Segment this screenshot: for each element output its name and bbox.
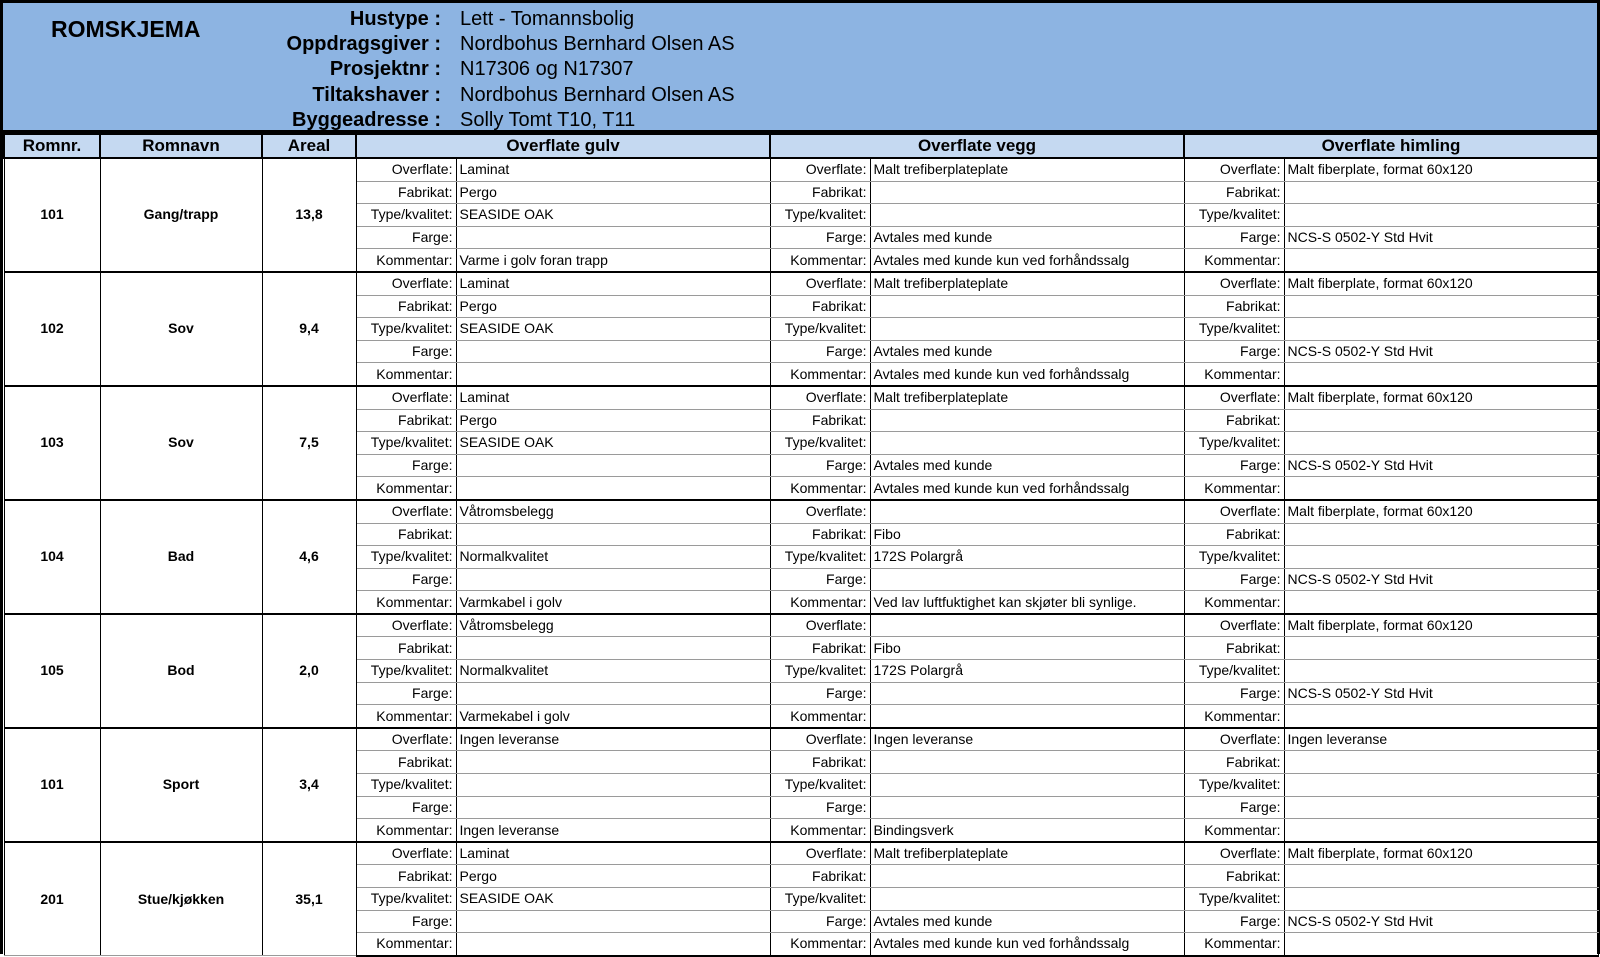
ceiling-field-label: Fabrikat: (1184, 865, 1284, 888)
floor-field-label: Farge: (356, 454, 456, 477)
floor-field-label: Overflate: (356, 842, 456, 865)
wall-field-value: Ingen leveranse (870, 728, 1184, 751)
ceiling-field-label: Fabrikat: (1184, 295, 1284, 318)
room-name: Bad (100, 500, 262, 614)
info-row-oppdragsgiver (3, 31, 903, 57)
ceiling-field-value (1284, 432, 1598, 455)
floor-field-value: SEASIDE OAK (456, 318, 770, 341)
room-name: Sov (100, 272, 262, 386)
wall-field-value: 172S Polargrå (870, 546, 1184, 569)
wall-field-label: Farge: (770, 796, 870, 819)
floor-field-value: Våtromsbelegg (456, 500, 770, 523)
room-name: Stue/kjøkken (100, 842, 262, 956)
wall-field-value: Avtales med kunde kun ved forhåndssalg (870, 933, 1184, 956)
floor-field-value (456, 933, 770, 956)
room-rows (4, 158, 1598, 956)
info-value: Solly Tomt T10, T11 (460, 109, 636, 131)
wall-field-label: Kommentar: (770, 591, 870, 614)
wall-field-label: Fabrikat: (770, 181, 870, 204)
ceiling-field-label: Overflate: (1184, 386, 1284, 409)
floor-field-value (456, 568, 770, 591)
ceiling-field-value (1284, 660, 1598, 683)
floor-field-value: Våtromsbelegg (456, 614, 770, 637)
wall-field-value: Malt trefiberplateplate (870, 158, 1184, 181)
wall-field-value: Avtales med kunde (870, 910, 1184, 933)
wall-field-value (870, 432, 1184, 455)
wall-field-label: Fabrikat: (770, 637, 870, 660)
col-header-overflate-vegg: Overflate vegg (770, 134, 1184, 158)
table-header-row (4, 134, 1598, 158)
ceiling-field-label: Fabrikat: (1184, 751, 1284, 774)
wall-field-value: Avtales med kunde kun ved forhåndssalg (870, 249, 1184, 272)
info-label: Hustype : (349, 8, 441, 30)
table-row (4, 272, 1598, 295)
info-row-byggeadresse (3, 107, 903, 133)
wall-field-label: Kommentar: (770, 477, 870, 500)
room-area: 3,4 (262, 728, 356, 842)
floor-field-label: Kommentar: (356, 363, 456, 386)
room-area: 7,5 (262, 386, 356, 500)
floor-field-value: SEASIDE OAK (456, 432, 770, 455)
room-number: 101 (4, 728, 100, 842)
table-row (4, 158, 1598, 181)
wall-field-label: Overflate: (770, 500, 870, 523)
wall-field-value: Avtales med kunde (870, 226, 1184, 249)
ceiling-field-label: Kommentar: (1184, 705, 1284, 728)
ceiling-field-label: Type/kvalitet: (1184, 432, 1284, 455)
wall-field-label: Fabrikat: (770, 409, 870, 432)
floor-field-label: Kommentar: (356, 591, 456, 614)
wall-field-label: Type/kvalitet: (770, 660, 870, 683)
ceiling-field-label: Type/kvalitet: (1184, 546, 1284, 569)
ceiling-field-value: NCS-S 0502-Y Std Hvit (1284, 226, 1598, 249)
floor-field-label: Fabrikat: (356, 295, 456, 318)
ceiling-field-label: Farge: (1184, 796, 1284, 819)
floor-field-value (456, 523, 770, 546)
floor-field-label: Type/kvalitet: (356, 660, 456, 683)
floor-field-label: Overflate: (356, 386, 456, 409)
room-area: 2,0 (262, 614, 356, 728)
floor-field-label: Farge: (356, 568, 456, 591)
wall-field-label: Fabrikat: (770, 523, 870, 546)
wall-field-label: Kommentar: (770, 705, 870, 728)
floor-field-value: Pergo (456, 181, 770, 204)
wall-field-label: Type/kvalitet: (770, 432, 870, 455)
wall-field-label: Type/kvalitet: (770, 888, 870, 911)
room-number: 201 (4, 842, 100, 956)
ceiling-field-label: Kommentar: (1184, 591, 1284, 614)
floor-field-label: Type/kvalitet: (356, 888, 456, 911)
room-name: Bod (100, 614, 262, 728)
ceiling-field-label: Type/kvalitet: (1184, 888, 1284, 911)
wall-field-label: Farge: (770, 340, 870, 363)
ceiling-field-value (1284, 523, 1598, 546)
ceiling-field-label: Fabrikat: (1184, 523, 1284, 546)
floor-field-value: Laminat (456, 386, 770, 409)
ceiling-field-value (1284, 295, 1598, 318)
wall-field-value: Malt trefiberplateplate (870, 386, 1184, 409)
wall-field-value (870, 409, 1184, 432)
floor-field-value: Varmekabel i golv (456, 705, 770, 728)
ceiling-field-value: NCS-S 0502-Y Std Hvit (1284, 682, 1598, 705)
table-row (4, 842, 1598, 865)
floor-field-label: Overflate: (356, 728, 456, 751)
floor-field-label: Farge: (356, 910, 456, 933)
table-row (4, 386, 1598, 409)
col-header-romnavn: Romnavn (100, 134, 262, 158)
col-header-romnr: Romnr. (4, 134, 100, 158)
col-header-overflate-himling: Overflate himling (1184, 134, 1598, 158)
wall-field-label: Type/kvalitet: (770, 774, 870, 797)
floor-field-label: Fabrikat: (356, 409, 456, 432)
wall-field-label: Farge: (770, 568, 870, 591)
ceiling-field-label: Farge: (1184, 568, 1284, 591)
wall-field-label: Farge: (770, 910, 870, 933)
ceiling-field-label: Kommentar: (1184, 819, 1284, 842)
floor-field-label: Farge: (356, 226, 456, 249)
ceiling-field-value (1284, 318, 1598, 341)
floor-field-label: Kommentar: (356, 933, 456, 956)
info-row-prosjektnr (3, 56, 903, 82)
floor-field-value (456, 910, 770, 933)
room-number: 105 (4, 614, 100, 728)
floor-field-value: Varme i golv foran trapp (456, 249, 770, 272)
floor-field-label: Kommentar: (356, 249, 456, 272)
ceiling-field-label: Kommentar: (1184, 933, 1284, 956)
info-value: Nordbohus Bernhard Olsen AS (460, 84, 735, 106)
wall-field-value: Avtales med kunde (870, 340, 1184, 363)
floor-field-label: Type/kvalitet: (356, 432, 456, 455)
wall-field-value (870, 888, 1184, 911)
ceiling-field-label: Overflate: (1184, 728, 1284, 751)
floor-field-label: Fabrikat: (356, 637, 456, 660)
ceiling-field-label: Farge: (1184, 682, 1284, 705)
wall-field-label: Type/kvalitet: (770, 318, 870, 341)
floor-field-value: Normalkvalitet (456, 660, 770, 683)
floor-field-label: Type/kvalitet: (356, 318, 456, 341)
wall-field-value: Fibo (870, 637, 1184, 660)
ceiling-field-label: Farge: (1184, 454, 1284, 477)
ceiling-field-label: Kommentar: (1184, 249, 1284, 272)
floor-field-value: Laminat (456, 842, 770, 865)
wall-field-value (870, 865, 1184, 888)
wall-field-label: Overflate: (770, 842, 870, 865)
floor-field-value (456, 637, 770, 660)
floor-field-label: Farge: (356, 682, 456, 705)
ceiling-field-label: Overflate: (1184, 842, 1284, 865)
room-number: 104 (4, 500, 100, 614)
info-label: Byggeadresse : (292, 109, 441, 131)
ceiling-field-value (1284, 546, 1598, 569)
ceiling-field-label: Kommentar: (1184, 363, 1284, 386)
wall-field-value (870, 204, 1184, 227)
floor-field-value (456, 477, 770, 500)
room-area: 35,1 (262, 842, 356, 956)
wall-field-label: Type/kvalitet: (770, 546, 870, 569)
room-area: 9,4 (262, 272, 356, 386)
info-row-tiltakshaver (3, 82, 903, 108)
ceiling-field-label: Overflate: (1184, 614, 1284, 637)
floor-field-label: Type/kvalitet: (356, 774, 456, 797)
wall-field-label: Kommentar: (770, 363, 870, 386)
ceiling-field-value: Ingen leveranse (1284, 728, 1598, 751)
floor-field-value: Normalkvalitet (456, 546, 770, 569)
table-row (4, 614, 1598, 637)
ceiling-field-value (1284, 751, 1598, 774)
ceiling-field-label: Type/kvalitet: (1184, 204, 1284, 227)
ceiling-field-value (1284, 888, 1598, 911)
wall-field-value: Malt trefiberplateplate (870, 272, 1184, 295)
floor-field-label: Overflate: (356, 500, 456, 523)
wall-field-value (870, 318, 1184, 341)
ceiling-field-label: Farge: (1184, 910, 1284, 933)
floor-field-value: SEASIDE OAK (456, 888, 770, 911)
wall-field-label: Farge: (770, 682, 870, 705)
wall-field-label: Kommentar: (770, 819, 870, 842)
ceiling-field-value (1284, 933, 1598, 956)
info-value: Lett - Tomannsbolig (460, 8, 635, 30)
document-title: ROMSKJEMA (51, 16, 201, 42)
ceiling-field-value (1284, 477, 1598, 500)
ceiling-field-value (1284, 819, 1598, 842)
ceiling-field-label: Overflate: (1184, 500, 1284, 523)
floor-field-value (456, 454, 770, 477)
room-name: Sov (100, 386, 262, 500)
ceiling-field-value (1284, 865, 1598, 888)
wall-field-value: Fibo (870, 523, 1184, 546)
ceiling-field-value: NCS-S 0502-Y Std Hvit (1284, 910, 1598, 933)
floor-field-label: Fabrikat: (356, 751, 456, 774)
floor-field-label: Kommentar: (356, 477, 456, 500)
info-row-hustype (3, 6, 903, 32)
floor-field-value: Laminat (456, 272, 770, 295)
floor-field-value (456, 751, 770, 774)
wall-field-label: Overflate: (770, 614, 870, 637)
ceiling-field-label: Fabrikat: (1184, 637, 1284, 660)
table-row (4, 500, 1598, 523)
wall-field-label: Kommentar: (770, 933, 870, 956)
ceiling-field-label: Farge: (1184, 226, 1284, 249)
wall-field-value (870, 500, 1184, 523)
ceiling-field-value: Malt fiberplate, format 60x120 (1284, 158, 1598, 181)
ceiling-field-label: Type/kvalitet: (1184, 774, 1284, 797)
col-header-overflate-gulv: Overflate gulv (356, 134, 770, 158)
wall-field-value: Avtales med kunde (870, 454, 1184, 477)
wall-field-value: Avtales med kunde kun ved forhåndssalg (870, 363, 1184, 386)
floor-field-value: Ingen leveranse (456, 819, 770, 842)
wall-field-value (870, 705, 1184, 728)
ceiling-field-value (1284, 409, 1598, 432)
floor-field-value (456, 796, 770, 819)
header-block (3, 0, 1597, 133)
ceiling-field-label: Type/kvalitet: (1184, 660, 1284, 683)
ceiling-field-value: Malt fiberplate, format 60x120 (1284, 386, 1598, 409)
info-value: N17306 og N17307 (460, 58, 634, 80)
floor-field-value: SEASIDE OAK (456, 204, 770, 227)
ceiling-field-value: Malt fiberplate, format 60x120 (1284, 272, 1598, 295)
room-number: 103 (4, 386, 100, 500)
floor-field-label: Overflate: (356, 614, 456, 637)
info-label: Tiltakshaver : (312, 84, 441, 106)
ceiling-field-value (1284, 363, 1598, 386)
wall-field-label: Overflate: (770, 728, 870, 751)
ceiling-field-label: Fabrikat: (1184, 181, 1284, 204)
wall-field-value (870, 796, 1184, 819)
ceiling-field-value: Malt fiberplate, format 60x120 (1284, 614, 1598, 637)
ceiling-field-value (1284, 591, 1598, 614)
wall-field-label: Kommentar: (770, 249, 870, 272)
wall-field-label: Farge: (770, 454, 870, 477)
wall-field-value (870, 295, 1184, 318)
wall-field-label: Farge: (770, 226, 870, 249)
wall-field-value: 172S Polargrå (870, 660, 1184, 683)
floor-field-label: Type/kvalitet: (356, 546, 456, 569)
wall-field-label: Fabrikat: (770, 751, 870, 774)
floor-field-label: Farge: (356, 340, 456, 363)
wall-field-value (870, 751, 1184, 774)
wall-field-value: Bindingsverk (870, 819, 1184, 842)
wall-field-label: Overflate: (770, 158, 870, 181)
ceiling-field-value (1284, 204, 1598, 227)
wall-field-value (870, 614, 1184, 637)
wall-field-label: Fabrikat: (770, 295, 870, 318)
floor-field-label: Overflate: (356, 272, 456, 295)
ceiling-field-value (1284, 774, 1598, 797)
floor-field-value: Laminat (456, 158, 770, 181)
ceiling-field-value: NCS-S 0502-Y Std Hvit (1284, 454, 1598, 477)
col-header-areal: Areal (262, 134, 356, 158)
ceiling-field-value (1284, 637, 1598, 660)
ceiling-field-label: Fabrikat: (1184, 409, 1284, 432)
ceiling-field-label: Overflate: (1184, 158, 1284, 181)
floor-field-value (456, 682, 770, 705)
ceiling-field-value (1284, 796, 1598, 819)
ceiling-field-label: Kommentar: (1184, 477, 1284, 500)
ceiling-field-value (1284, 181, 1598, 204)
floor-field-label: Fabrikat: (356, 865, 456, 888)
room-name: Sport (100, 728, 262, 842)
info-label: Prosjektnr : (329, 58, 441, 80)
info-value: Nordbohus Bernhard Olsen AS (460, 33, 735, 55)
floor-field-label: Overflate: (356, 158, 456, 181)
floor-field-value: Pergo (456, 865, 770, 888)
wall-field-label: Overflate: (770, 386, 870, 409)
ceiling-field-value: NCS-S 0502-Y Std Hvit (1284, 340, 1598, 363)
ceiling-field-value: Malt fiberplate, format 60x120 (1284, 842, 1598, 865)
floor-field-label: Farge: (356, 796, 456, 819)
room-area: 4,6 (262, 500, 356, 614)
wall-field-value: Ved lav luftfuktighet kan skjøter bli synlige. (870, 591, 1184, 614)
ceiling-field-value: Malt fiberplate, format 60x120 (1284, 500, 1598, 523)
floor-field-value (456, 363, 770, 386)
ceiling-field-value (1284, 705, 1598, 728)
floor-field-value (456, 340, 770, 363)
wall-field-value: Avtales med kunde kun ved forhåndssalg (870, 477, 1184, 500)
floor-field-value: Pergo (456, 409, 770, 432)
floor-field-value (456, 226, 770, 249)
room-name: Gang/trapp (100, 158, 262, 272)
wall-field-value: Malt trefiberplateplate (870, 842, 1184, 865)
ceiling-field-value: NCS-S 0502-Y Std Hvit (1284, 568, 1598, 591)
floor-field-value: Pergo (456, 295, 770, 318)
wall-field-label: Type/kvalitet: (770, 204, 870, 227)
wall-field-label: Fabrikat: (770, 865, 870, 888)
ceiling-field-label: Farge: (1184, 340, 1284, 363)
floor-field-value (456, 774, 770, 797)
floor-field-value: Ingen leveranse (456, 728, 770, 751)
floor-field-label: Fabrikat: (356, 523, 456, 546)
floor-field-label: Fabrikat: (356, 181, 456, 204)
table-row (4, 728, 1598, 751)
room-area: 13,8 (262, 158, 356, 272)
ceiling-field-value (1284, 249, 1598, 272)
floor-field-label: Kommentar: (356, 819, 456, 842)
wall-field-value (870, 682, 1184, 705)
ceiling-field-label: Type/kvalitet: (1184, 318, 1284, 341)
room-table (3, 133, 1599, 957)
wall-field-value (870, 181, 1184, 204)
floor-field-label: Type/kvalitet: (356, 204, 456, 227)
room-number: 101 (4, 158, 100, 272)
room-number: 102 (4, 272, 100, 386)
wall-field-label: Overflate: (770, 272, 870, 295)
wall-field-value (870, 774, 1184, 797)
wall-field-value (870, 568, 1184, 591)
floor-field-label: Kommentar: (356, 705, 456, 728)
info-label: Oppdragsgiver : (286, 33, 441, 55)
floor-field-value: Varmkabel i golv (456, 591, 770, 614)
ceiling-field-label: Overflate: (1184, 272, 1284, 295)
